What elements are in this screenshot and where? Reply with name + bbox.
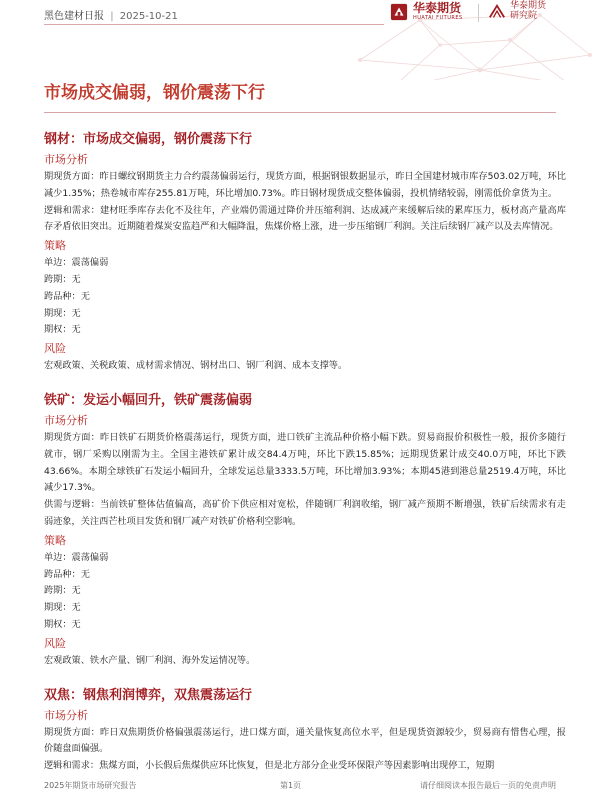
- disclaimer-note: 请仔细阅读本报告最后一页的免责声明: [420, 781, 556, 790]
- title-rule: [44, 112, 556, 113]
- research-logo-icon: [488, 3, 506, 21]
- strategy-item: 跨期：无: [44, 585, 81, 597]
- header-separator: |: [110, 11, 114, 22]
- strategy-item: 单边：震荡偏弱: [44, 551, 109, 563]
- page-header: [0, 0, 600, 80]
- section-steel: [44, 128, 566, 375]
- section-coking-coal: [44, 684, 566, 775]
- section-title: 钢材：市场成交偏弱，钢价震荡下行: [44, 132, 253, 147]
- analysis-paragraph: 期现货方面：昨日双焦期货价格偏强震荡运行，进口煤方面，通关量恢复高位水平，但是现货资源较少，贸易商有惜售心理，报价随盘面偏强。: [44, 726, 566, 755]
- analysis-paragraph: 供需与逻辑：当前铁矿整体估值偏高，高矿价下供应相对宽松，伴随钢厂利润收缩，钢厂减产预期不断增强，铁矿后续需求有走弱迹象，关注西芒杜项目发货和钢厂减产对铁矿价格利空影响。: [44, 499, 566, 527]
- research-institute-logo: [488, 2, 546, 22]
- analysis-paragraph: 期现货方面：昨日铁矿石期货价格震荡运行，现货方面，进口铁矿主流品种价格小幅下跌。贸易商报价积极性一般，报价多随行就市，钢厂采购以刚需为主。全国主港铁矿累计成交84.4万吨，环比下跌15.85%；远期现货累计成交40.0万吨，环比下跌43.66%。本期全球铁矿石发运小幅回升，全球发运总量3333.5万吨，环比增加3.93%；本期45港到港总量2519.4万吨，环比减少17.3%。: [44, 431, 566, 494]
- footer-report-name: 2025年期货市场研究报告: [44, 781, 137, 790]
- strategy-label: 策略: [44, 533, 66, 547]
- page-number: 第1页: [280, 781, 302, 790]
- research-logo-line2: 研究院: [510, 10, 538, 21]
- huatai-futures-logo: [390, 2, 463, 21]
- strategy-item: 跨品种：无: [44, 290, 90, 302]
- strategy-item: 期现：无: [44, 307, 81, 319]
- research-logo-line1: 华泰期货: [510, 1, 547, 11]
- huatai-logo-icon: [390, 3, 408, 21]
- risk-label: 风险: [44, 636, 66, 650]
- logo-cn-text: 华泰期货: [413, 1, 462, 15]
- strategy-item: 期权：无: [44, 618, 81, 630]
- report-name: 黑色建材日报: [44, 11, 104, 22]
- analysis-label: 市场分析: [44, 708, 88, 722]
- section-title: 双焦：钢焦利润博弈，双焦震荡运行: [44, 687, 253, 703]
- header-rule: [44, 24, 384, 25]
- network-graphic-decoration: [330, 0, 600, 80]
- strategy-item: 跨品种：无: [44, 568, 90, 580]
- strategy-label: 策略: [44, 239, 66, 253]
- risk-label: 风险: [44, 342, 66, 356]
- logo-divider: [478, 4, 479, 22]
- strategy-item: 跨期：无: [44, 273, 81, 285]
- analysis-label: 市场分析: [44, 413, 88, 427]
- report-header-label: [44, 7, 178, 22]
- section-title: 铁矿：发运小幅回升，铁矿震荡偏弱: [44, 392, 253, 408]
- report-date: 2025-10-21: [119, 11, 178, 22]
- risk-text: 宏观政策、关税政策、成材需求情况、钢材出口、钢厂利润、成本支撑等。: [44, 360, 348, 372]
- risk-text: 宏观政策、铁水产量、钢厂利润、海外发运情况等。: [44, 654, 256, 666]
- strategy-item: 期现：无: [44, 602, 81, 614]
- strategy-item: 单边：震荡偏弱: [44, 257, 109, 269]
- analysis-paragraph: 逻辑和需求：焦煤方面，小长假后焦煤供应环比恢复，但是北方部分企业受环保限产等因素影响出现停工，短期: [44, 760, 495, 772]
- report-content: [44, 124, 566, 775]
- analysis-paragraph: 逻辑和需求：建材旺季库存去化不及往年，产业端仍需通过降价并压缩利润、达成减产来缓解后续的累库压力，板材高产量高库存矛盾依旧突出。近期随着煤炭安监趋严和大幅降温，焦煤价格上涨，进一步压缩钢厂利润。关注后续钢厂减产以及去库情况。: [44, 204, 566, 233]
- page-title: 市场成交偏弱，钢价震荡下行: [44, 83, 265, 103]
- strategy-item: 期权：无: [44, 324, 81, 336]
- section-iron-ore: [44, 389, 566, 670]
- analysis-label: 市场分析: [44, 153, 88, 166]
- analysis-paragraph: 期现货方面：昨日螺纹钢期货主力合约震荡偏弱运行，现货方面，根据钢银数据显示，昨日全国建材城市库存503.02万吨，环比减少1.35%；热卷城市库存255.81万吨，环比增加0.73%。昨日钢材现货成交整体偏弱，投机情绪较弱，刚需低价拿货为主。: [44, 171, 566, 199]
- logo-en-text: HUATAI FUTURES: [413, 15, 463, 21]
